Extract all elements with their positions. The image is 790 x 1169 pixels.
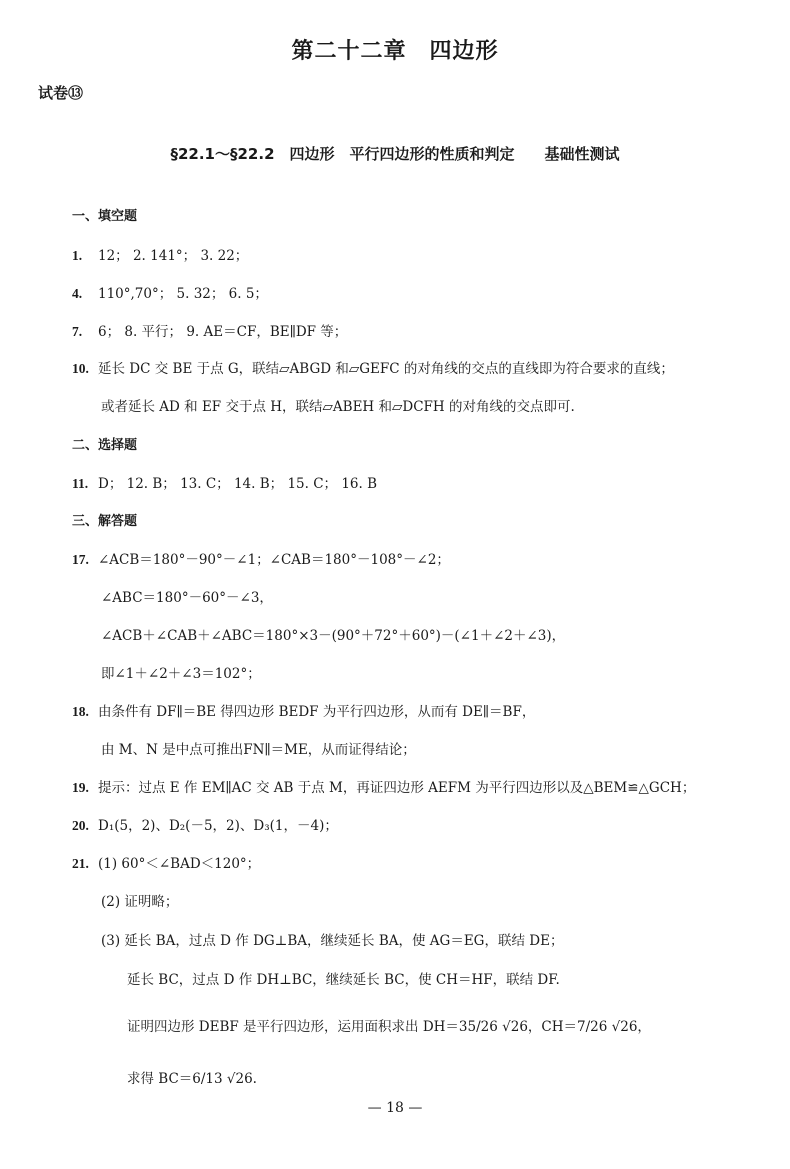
answer-line: [72, 357, 674, 377]
section-title: §22.1～§22.2 四边形 平行四边形的性质和判定 基础性测试: [170, 145, 620, 163]
answer-number: 7.: [72, 324, 83, 339]
answer-line: [101, 395, 575, 415]
answer-text: 由 M、N 是中点可推出FN∥＝ME，从而证得结论；: [101, 742, 416, 758]
answer-line: [72, 244, 248, 264]
answer-line: [101, 624, 565, 644]
heading-fill-blank: 一、填空题: [72, 209, 138, 224]
answer-text: ∠ABC＝180°－60°－∠3，: [101, 590, 273, 606]
page-number: — 18 —: [367, 1100, 423, 1116]
answer-text: 12； 2. 141°； 3. 22；: [98, 248, 249, 264]
answer-text: D； 12. B； 13. C； 14. B； 15. C； 16. B: [98, 476, 378, 492]
answer-line: [127, 1015, 651, 1035]
heading-solve: 三、解答题: [72, 514, 138, 529]
answer-line: [127, 1067, 257, 1087]
answer-line: [101, 662, 261, 682]
answer-text: (2) 证明略；: [101, 894, 179, 910]
answer-line: [72, 282, 268, 302]
answer-number: 18.: [72, 704, 89, 719]
exam-label: 试卷⑬: [38, 84, 84, 102]
answer-line: [72, 852, 260, 872]
answer-text: ∠ACB＝180°－90°－∠1；∠CAB＝180°－108°－∠2；: [98, 552, 450, 568]
answer-text: 延长 DC 交 BE 于点 G，联结▱ABGD 和▱GEFC 的对角线的交点的直线即为符合要求的直线；: [98, 361, 674, 377]
answer-number: 21.: [72, 856, 89, 871]
answer-number: 19.: [72, 780, 89, 795]
answer-line: [72, 320, 347, 340]
answer-text: 延长 BC，过点 D 作 DH⊥BC，继续延长 BC，使 CH＝HF，联结 DF.: [127, 972, 560, 988]
answer-number: 1.: [72, 248, 83, 263]
answer-line: [72, 814, 338, 834]
answer-line: [101, 890, 178, 910]
answer-line: [127, 968, 560, 988]
answer-text: 110°,70°； 5. 32； 6. 5；: [98, 286, 268, 302]
answer-line: [101, 586, 273, 606]
answer-text: (1) 60°＜∠BAD＜120°；: [98, 856, 261, 872]
answer-number: 10.: [72, 361, 89, 376]
answer-text: 或者延长 AD 和 EF 交于点 H，联结▱ABEH 和▱DCFH 的对角线的交点即可.: [101, 399, 575, 415]
answer-line: [101, 738, 416, 758]
answer-text: 由条件有 DF∥＝BE 得四边形 BEDF 为平行四边形，从而有 DE∥＝BF，: [98, 704, 536, 720]
answer-text: 6； 8. 平行； 9. AE＝CF，BE∥DF 等；: [98, 324, 348, 340]
answer-line: [72, 548, 450, 568]
answer-text: 求得 BC＝6/13 √26.: [127, 1071, 257, 1087]
answer-text: 证明四边形 DEBF 是平行四边形，运用面积求出 DH＝35/26 √26，CH＝7/26 √26，: [127, 1019, 651, 1035]
chapter-title: 第二十二章 四边形: [291, 39, 499, 64]
answer-line: [72, 700, 535, 720]
heading-choice: 二、选择题: [72, 438, 138, 453]
answer-text: D₁(5，2)、D₂(－5，2)、D₃(1，－4)；: [98, 818, 338, 834]
answer-number: 4.: [72, 286, 83, 301]
answer-text: 提示：过点 E 作 EM∥AC 交 AB 于点 M，再证四边形 AEFM 为平行四边形以及△BEM≌△GCH；: [98, 780, 696, 796]
answer-line: [101, 929, 563, 949]
answer-text: (3) 延长 BA，过点 D 作 DG⊥BA，继续延长 BA，使 AG＝EG，联结 DE；: [101, 933, 564, 949]
answer-number: 11.: [72, 476, 89, 491]
answer-text: ∠ACB＋∠CAB＋∠ABC＝180°×3－(90°＋72°＋60°)－(∠1＋∠2＋∠3)，: [101, 628, 566, 644]
answer-line: [72, 776, 695, 796]
answer-text: 即∠1＋∠2＋∠3＝102°；: [101, 666, 261, 682]
answer-number: 17.: [72, 552, 89, 567]
answer-line: [72, 472, 377, 492]
answer-number: 20.: [72, 818, 89, 833]
